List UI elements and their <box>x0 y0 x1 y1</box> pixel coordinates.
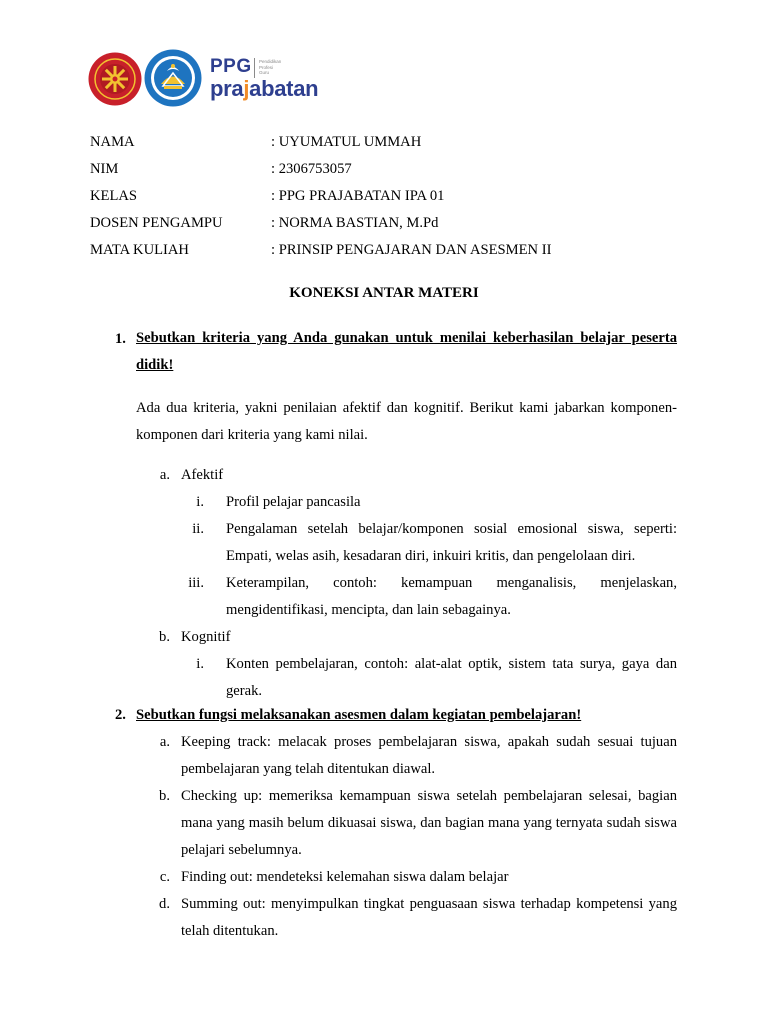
list-marker: ii. <box>192 521 204 537</box>
list-item: Konten pembelajaran, contoh: alat-alat optik, sistem tata surya, gaya dan gerak. <box>226 656 677 699</box>
section-label-afektif: Afektif <box>181 467 224 483</box>
question-number: 1. <box>115 331 126 347</box>
identity-label: KELAS <box>90 188 138 204</box>
list-item: Finding out: mendeteksi kelemahan siswa dalam belajar <box>181 869 509 885</box>
list-marker: a. <box>159 734 170 750</box>
identity-value: : PPG PRAJABATAN IPA 01 <box>271 188 445 204</box>
section-label-kognitif: Kognitif <box>181 629 231 645</box>
identity-label: NIM <box>90 161 119 177</box>
brand-divider <box>254 58 255 78</box>
identity-value: : UYUMATUL UMMAH <box>271 134 422 150</box>
brand-prajabatan-text <box>210 76 318 102</box>
question-number: 2. <box>115 707 126 723</box>
list-marker: b. <box>159 788 170 804</box>
list-marker: b. <box>159 629 170 645</box>
brand-tagline: Pendidikan Profesi Guru <box>259 59 282 75</box>
list-item: Checking up: memeriksa kemampuan siswa setelah pembelajaran selesai, bagian mana yang masih belum dikuasai siswa, dan bagian mana yang ternyata sudah siswa pelajari sebelumnya. <box>181 788 677 858</box>
identity-label: NAMA <box>90 134 135 150</box>
list-item: Keeping track: melacak proses pembelajaran siswa, apakah sudah sesuai tujuan pembelajaran yang telah ditentukan diawal. <box>181 734 677 777</box>
question-1-intro: Ada dua kriteria, yakni penilaian afektif dan kognitif. Berikut kami jabarkan komponen-komponen dari kriteria yang kami nilai. <box>136 400 677 443</box>
tut-wuri-handayani-logo <box>144 49 202 107</box>
brand-ppg-text: PPG <box>210 56 252 77</box>
list-item: Summing out: menyimpulkan tingkat penguasaan siswa terhadap kompetensi yang telah ditentukan. <box>181 896 677 939</box>
identity-label: DOSEN PENGAMPU <box>90 215 223 231</box>
list-item: Pengalaman setelah belajar/komponen sosial emosional siswa, seperti: Empati, welas asih, kesadaran diri, inkuiri kritis, dan pengelolaan diri. <box>226 521 677 564</box>
list-marker: i. <box>196 656 204 672</box>
list-item: Profil pelajar pancasila <box>226 494 361 510</box>
university-seal-logo <box>88 52 142 106</box>
list-marker: a. <box>159 467 170 483</box>
identity-label: MATA KULIAH <box>90 242 189 258</box>
list-marker: c. <box>159 869 170 885</box>
identity-value: : NORMA BASTIAN, M.Pd <box>271 215 439 231</box>
question-1-text: Sebutkan kriteria yang Anda gunakan untuk menilai keberhasilan belajar peserta didik! <box>136 330 677 373</box>
list-marker: iii. <box>188 575 204 591</box>
identity-value: : 2306753057 <box>271 161 352 177</box>
list-marker: d. <box>159 896 170 912</box>
document-title: KONEKSI ANTAR MATERI <box>289 285 479 301</box>
brand-rest-part: abatan <box>249 76 319 101</box>
question-2-text: Sebutkan fungsi melaksanakan asesmen dalam kegiatan pembelajaran! <box>136 707 582 723</box>
identity-value: : PRINSIP PENGAJARAN DAN ASESMEN II <box>271 242 552 258</box>
list-marker: i. <box>196 494 204 510</box>
brand-accent-letter: j <box>243 76 250 101</box>
list-item-line: Keterampilan, contoh: kemampuan menganalisis, menjelaskan, <box>226 575 677 591</box>
list-item-line: mengidentifikasi, mencipta, dan lain sebagainya. <box>226 602 511 618</box>
brand-pra-part: pra <box>210 76 244 101</box>
